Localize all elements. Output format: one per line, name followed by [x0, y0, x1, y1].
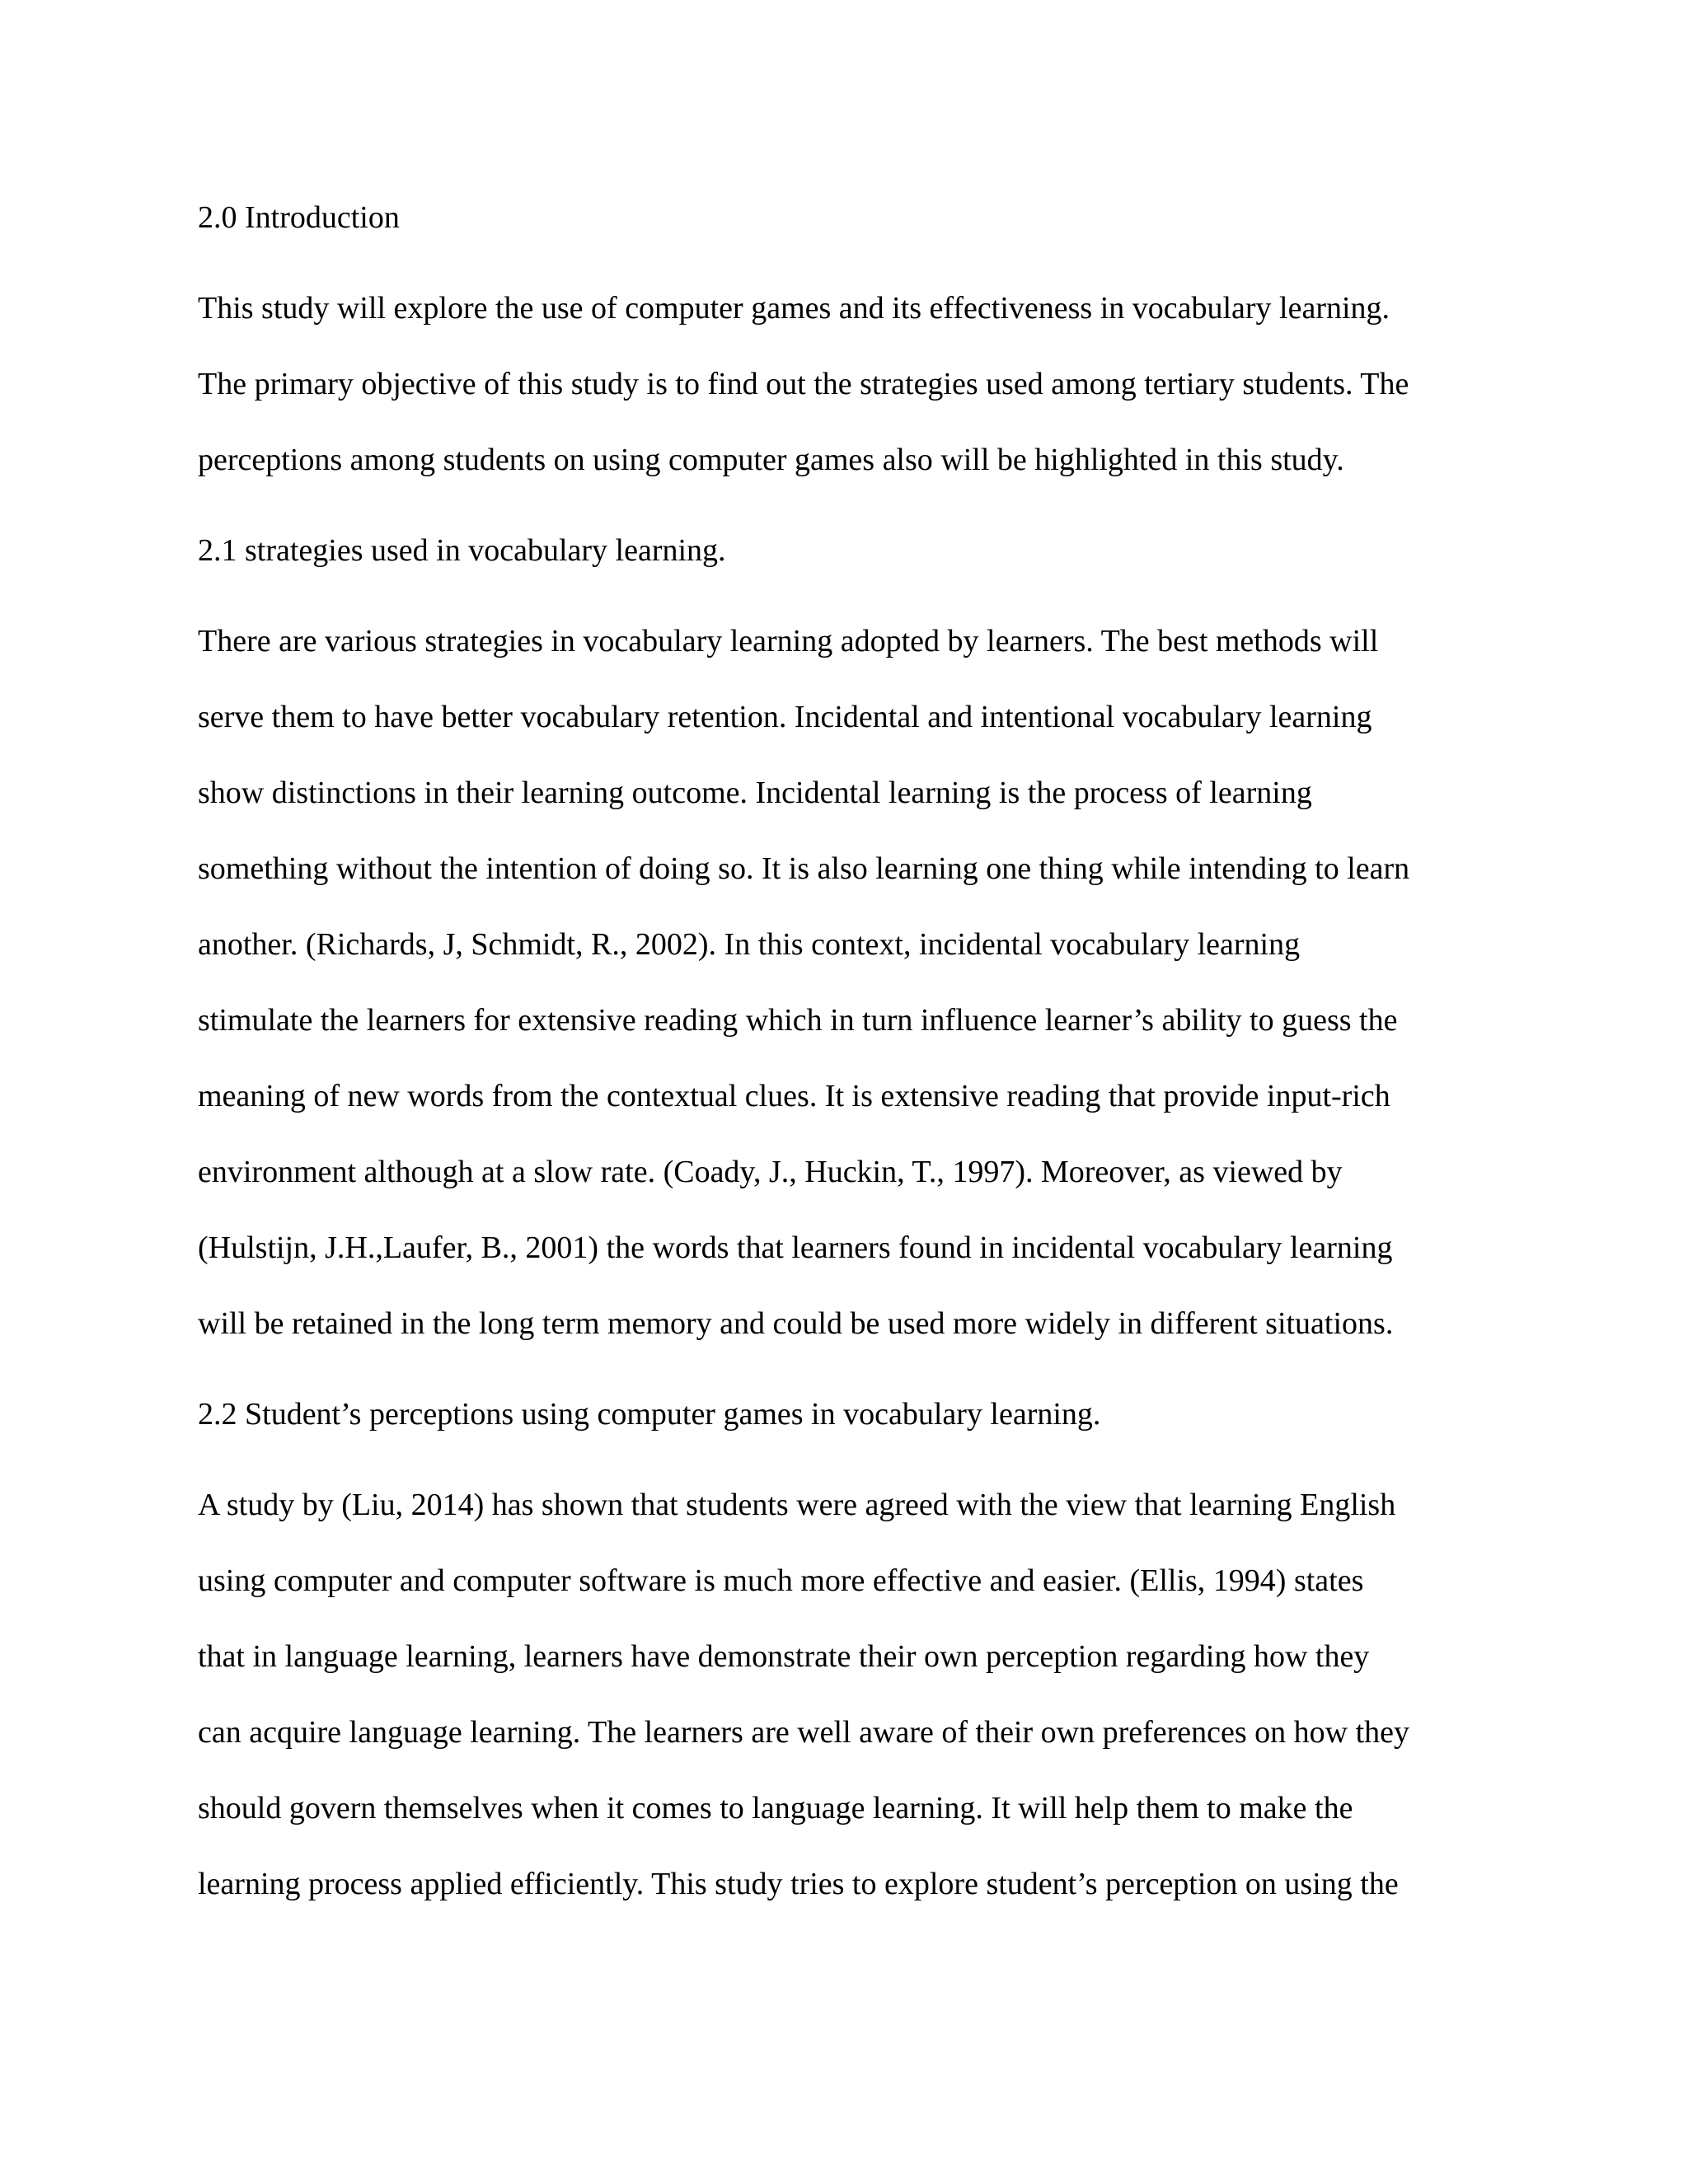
text-line: The primary objective of this study is to find out the strategies used among tertiary students. The [198, 367, 1409, 401]
text-line: learning process applied efficiently. This study tries to explore student’s perception on using the [198, 1867, 1399, 1901]
text-line: A study by (Liu, 2014) has shown that students were agreed with the view that learning English [198, 1488, 1396, 1522]
section-perceptions [198, 1386, 1500, 1922]
document-body [198, 190, 1500, 1947]
text-line: perceptions among students on using computer games also will be highlighted in this study. [198, 443, 1344, 477]
text-line: show distinctions in their learning outcome. Incidental learning is the process of learning [198, 776, 1312, 810]
text-line: environment although at a slow rate. (Coady, J., Huckin, T., 1997). Moreover, as viewed by [198, 1155, 1343, 1189]
text-line: using computer and computer software is much more effective and easier. (Ellis, 1994) states [198, 1563, 1364, 1598]
paragraph [198, 1467, 1500, 1922]
text-line: can acquire language learning. The learners are well aware of their own preferences on how they [198, 1715, 1410, 1750]
text-line: another. (Richards, J, Schmidt, R., 2002). In this context, incidental vocabulary learning [198, 927, 1301, 962]
text-line: stimulate the learners for extensive reading which in turn influence learner’s ability to guess the [198, 1003, 1398, 1038]
section-heading: 2.1 strategies used in vocabulary learning. [198, 533, 726, 568]
text-line: something without the intention of doing so. It is also learning one thing while intending to learn [198, 851, 1410, 886]
text-line: will be retained in the long term memory and could be used more widely in different situations. [198, 1306, 1394, 1341]
text-line: that in language learning, learners have demonstrate their own perception regarding how they [198, 1639, 1370, 1674]
text-line: This study will explore the use of computer games and its effectiveness in vocabulary learning. [198, 291, 1390, 326]
text-line: serve them to have better vocabulary retention. Incidental and intentional vocabulary learning [198, 700, 1372, 734]
section-heading: 2.0 Introduction [198, 200, 400, 235]
section-strategies [198, 523, 1500, 1361]
section-heading: 2.2 Student’s perceptions using computer games in vocabulary learning. [198, 1397, 1101, 1432]
paragraph [198, 603, 1500, 1361]
text-line: meaning of new words from the contextual clues. It is extensive reading that provide input-rich [198, 1079, 1390, 1113]
text-line: (Hulstijn, J.H.,Laufer, B., 2001) the words that learners found in incidental vocabulary learning [198, 1230, 1393, 1265]
text-line: should govern themselves when it comes to language learning. It will help them to make the [198, 1791, 1353, 1825]
section-introduction [198, 190, 1500, 498]
text-line: There are various strategies in vocabulary learning adopted by learners. The best methods will [198, 624, 1379, 658]
paragraph [198, 270, 1500, 498]
